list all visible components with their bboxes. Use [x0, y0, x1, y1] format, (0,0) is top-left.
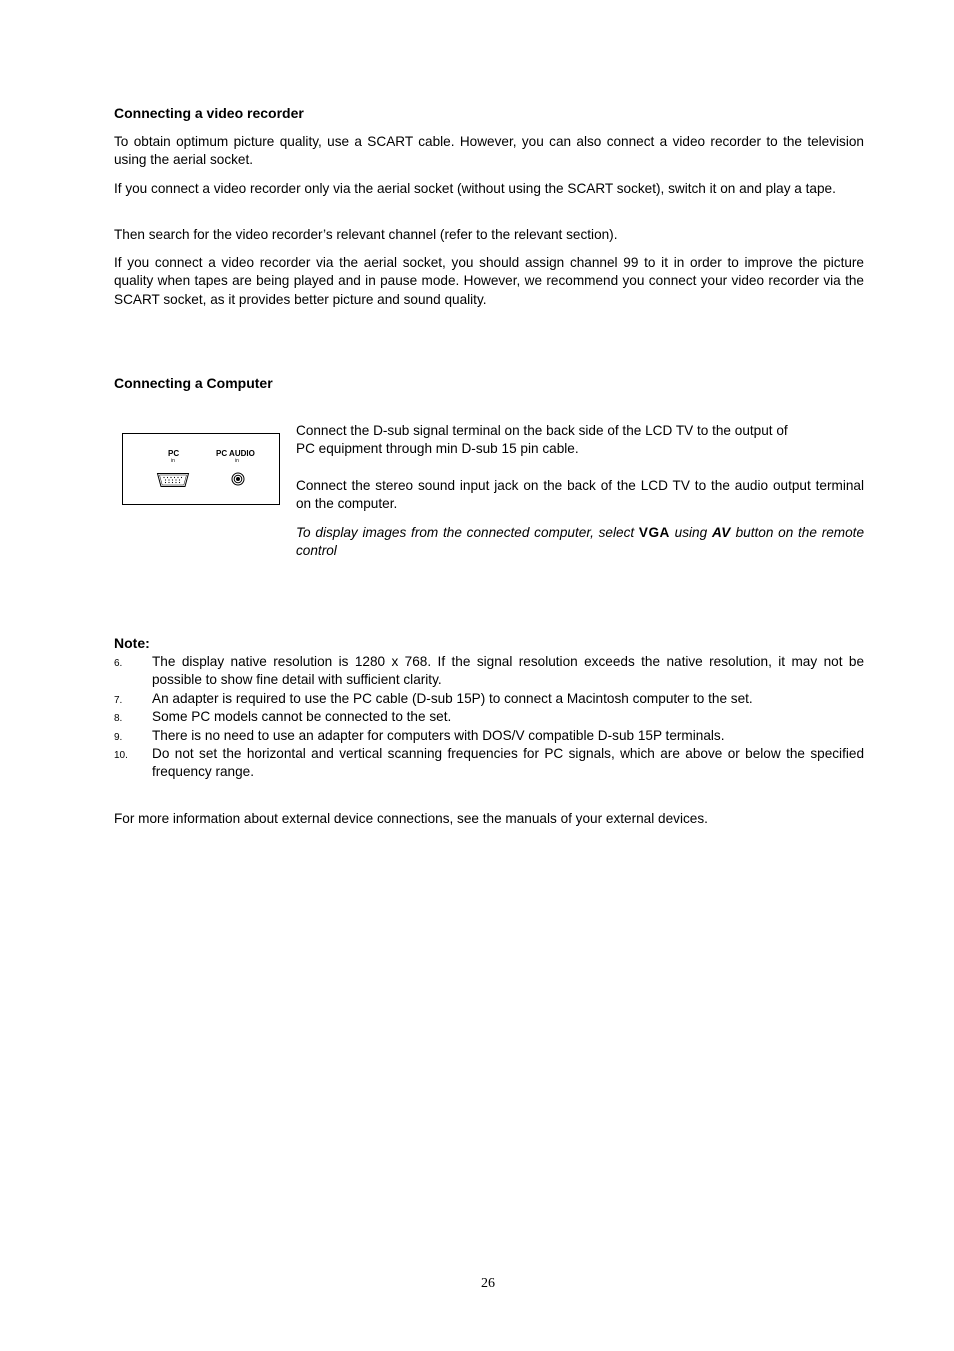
- list-item-text: There is no need to use an adapter for computers with DOS/V compatible D-sub 15P terminals.: [152, 727, 725, 743]
- vga-selection-note: To display images from the connected computer, select VGA using AV button on the remote control: [296, 525, 865, 559]
- list-item-number: 9.: [114, 731, 123, 743]
- list-item: [114, 745, 864, 782]
- computer-heading: Connecting a Computer: [114, 375, 273, 391]
- computer-paragraph-line: PC equipment through min D-sub 15 pin cable.: [296, 441, 579, 457]
- list-item-text: An adapter is required to use the PC cable (D-sub 15P) to connect a Macintosh computer to the set.: [152, 690, 753, 706]
- list-item: [114, 653, 864, 690]
- computer-paragraph-line: Connect the D-sub signal terminal on the back side of the LCD TV to the output of: [296, 423, 788, 438]
- video-recorder-paragraph: Then search for the video recorder’s relevant channel (refer to the relevant section).: [114, 227, 618, 242]
- computer-paragraph-audio: Connect the stereo sound input jack on the back of the LCD TV to the audio output terminal on the computer.: [296, 478, 864, 512]
- footer-text: For more information about external device connections, see the manuals of your external devices.: [114, 811, 708, 826]
- list-item-number: 7.: [114, 694, 123, 706]
- vga-keyword: VGA: [638, 525, 670, 540]
- audio-jack-icon: [231, 472, 245, 486]
- list-item-text: Do not set the horizontal and vertical scanning frequencies for PC signals, which are above or below the specified frequency range.: [152, 746, 864, 780]
- av-keyword: AV: [711, 525, 731, 540]
- video-recorder-paragraph: If you connect a video recorder only via the aerial socket (without using the SCART socket), switch it on and play a tape.: [114, 181, 836, 196]
- list-item-text: Some PC models cannot be connected to the set.: [152, 709, 452, 725]
- list-item-number: 8.: [114, 713, 123, 725]
- page-number: 26: [481, 1276, 495, 1291]
- list-item-number: 10.: [114, 750, 128, 762]
- list-item: [114, 727, 864, 745]
- note-heading: Note:: [114, 635, 150, 651]
- video-recorder-paragraph: If you connect a video recorder via the aerial socket, you should assign channel 99 to it in order to improve the picture quality when tapes are being played and in pause mode. However, we recommend you connect your video recorder via the SCART socket, as it provides better picture and sound quality.: [114, 255, 864, 307]
- list-item-number: 6.: [114, 658, 123, 669]
- video-recorder-heading: Connecting a video recorder: [114, 105, 304, 121]
- pc-audio-connector-sublabel: in: [235, 458, 239, 464]
- connector-panel-diagram: [122, 433, 280, 505]
- computer-paragraph-dsub: [296, 422, 864, 459]
- list-item: [114, 690, 864, 708]
- list-item: [114, 708, 864, 726]
- pc-audio-connector-label: PC AUDIO: [216, 449, 255, 458]
- list-item-text: The display native resolution is 1280 x 768. If the signal resolution exceeds the native resolution, it may not be possible to show fine detail with sufficient clarity.: [152, 654, 864, 688]
- pc-connector-sublabel: in: [171, 458, 175, 464]
- vga-port-icon: [156, 472, 190, 488]
- video-recorder-paragraph: To obtain optimum picture quality, use a SCART cable. However, you can also connect a video recorder to the television using the aerial socket.: [114, 134, 864, 168]
- note-list: [114, 653, 864, 782]
- pc-connector-label: PC: [168, 449, 180, 458]
